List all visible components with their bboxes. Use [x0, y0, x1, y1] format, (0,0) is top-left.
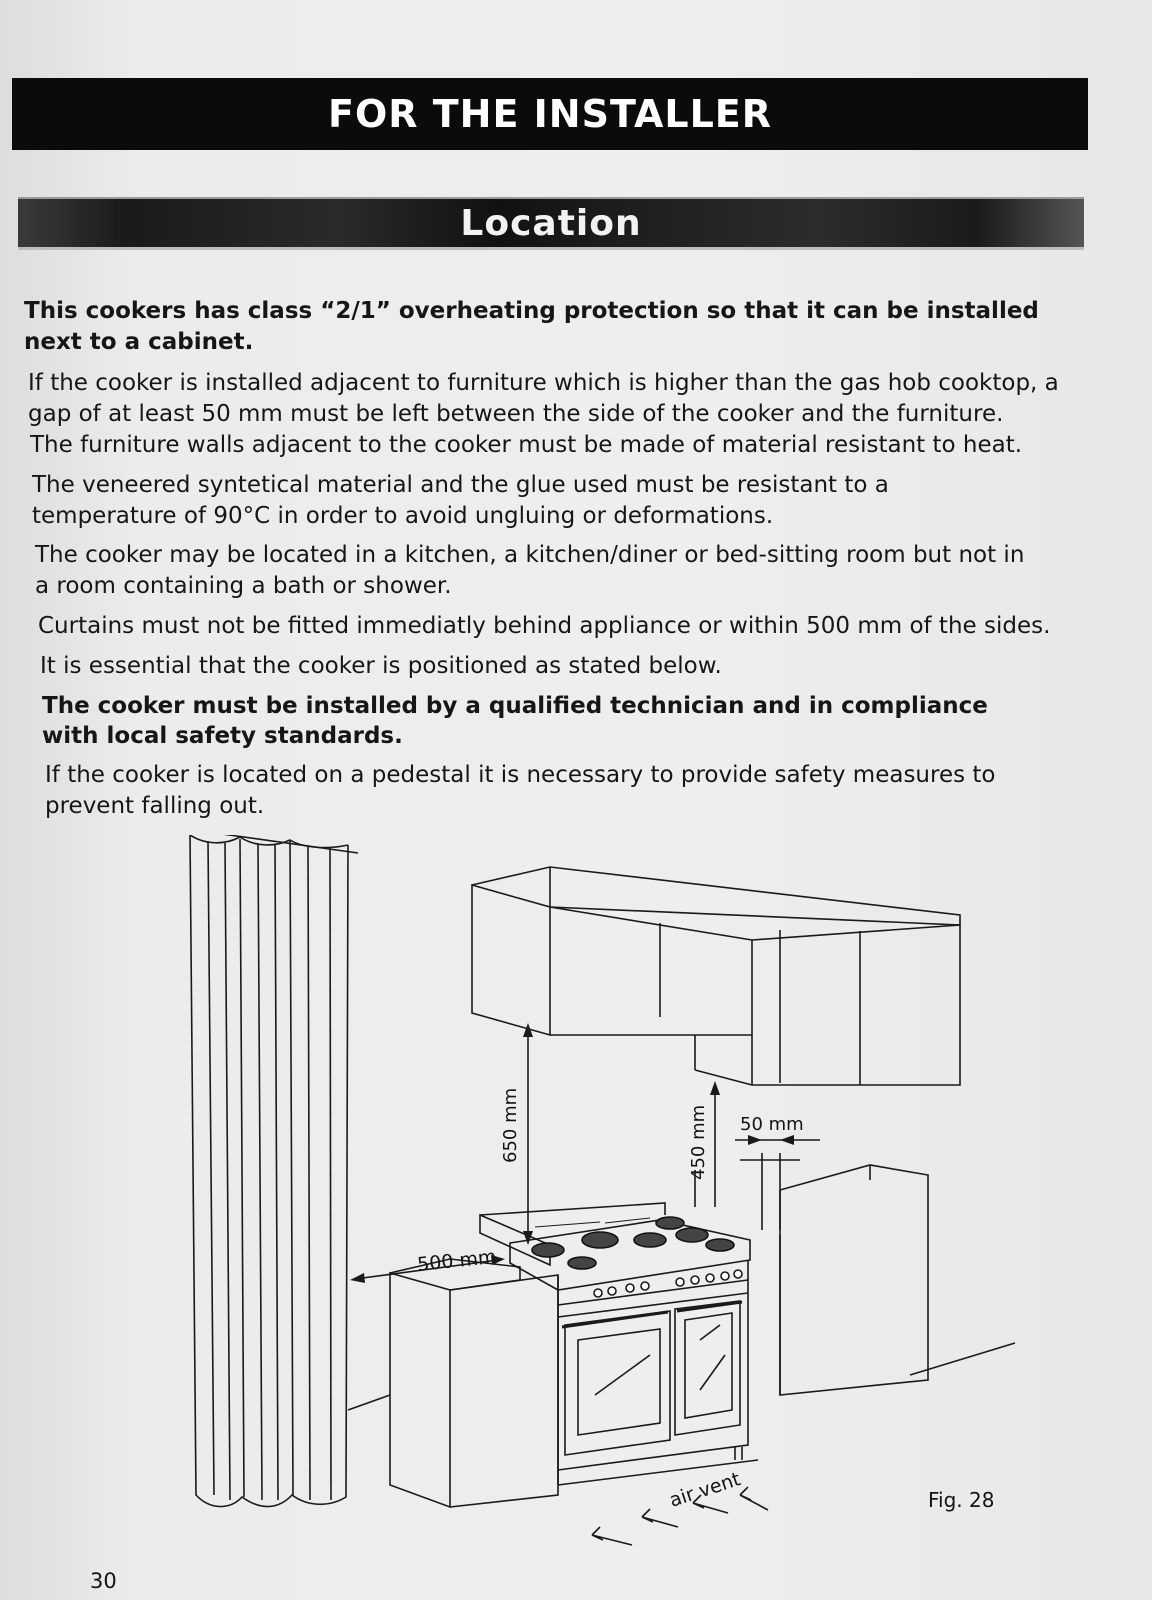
curtain: [190, 835, 348, 1507]
curtain-rod: [180, 835, 358, 853]
dimension-450-label: 450 mm: [688, 1104, 709, 1180]
heat-resistant-walls-paragraph: The furniture walls adjacent to the cooker must be made of material resistant to heat.: [30, 432, 1023, 458]
figure-caption: Fig. 28: [928, 1488, 995, 1512]
dimension-500-label: 500 mm: [416, 1245, 498, 1276]
location-section-title: Location: [460, 202, 642, 244]
side-cabinet-left: [390, 1259, 558, 1507]
installer-header-bar: [12, 78, 1088, 150]
range-cooker: [480, 1203, 750, 1485]
air-vent-label: air vent: [666, 1468, 744, 1512]
installer-header-title: FOR THE INSTALLER: [328, 92, 772, 136]
dimension-50-label: 50 mm: [740, 1114, 804, 1135]
veneer-temperature-paragraph: The veneered syntetical material and the glue used must be resistant to a temperature of 90°C in order to avoid ungluing or deformations.: [32, 472, 889, 529]
side-cabinet-right: [780, 1165, 928, 1395]
qualified-technician-paragraph: The cooker must be installed by a qualified technician and in compliance with local safety standards.: [42, 693, 988, 749]
overheating-class-paragraph: This cookers has class “2/1” overheating protection so that it can be installed next to a cabinet.: [24, 298, 1039, 355]
positioning-paragraph: It is essential that the cooker is positioned as stated below.: [40, 653, 722, 679]
wall-cabinets: [472, 867, 960, 1085]
cooker-installation-diagram: [180, 835, 1080, 1555]
page-number: 30: [90, 1569, 117, 1593]
room-location-paragraph: The cooker may be located in a kitchen, a kitchen/diner or bed-sitting room but not in a room containing a bath or shower.: [35, 542, 1025, 599]
pedestal-paragraph: If the cooker is located on a pedestal it is necessary to provide safety measures to prevent falling out.: [45, 762, 996, 819]
dimension-650-label: 650 mm: [500, 1087, 521, 1163]
curtains-paragraph: Curtains must not be fitted immediatly behind appliance or within 500 mm of the sides.: [38, 613, 1051, 639]
furniture-gap-paragraph: If the cooker is installed adjacent to furniture which is higher than the gas hob cooktop, a gap of at least 50 mm must be left between the side of the cooker and the furniture.: [28, 370, 1059, 427]
location-section-bar: [18, 197, 1084, 250]
